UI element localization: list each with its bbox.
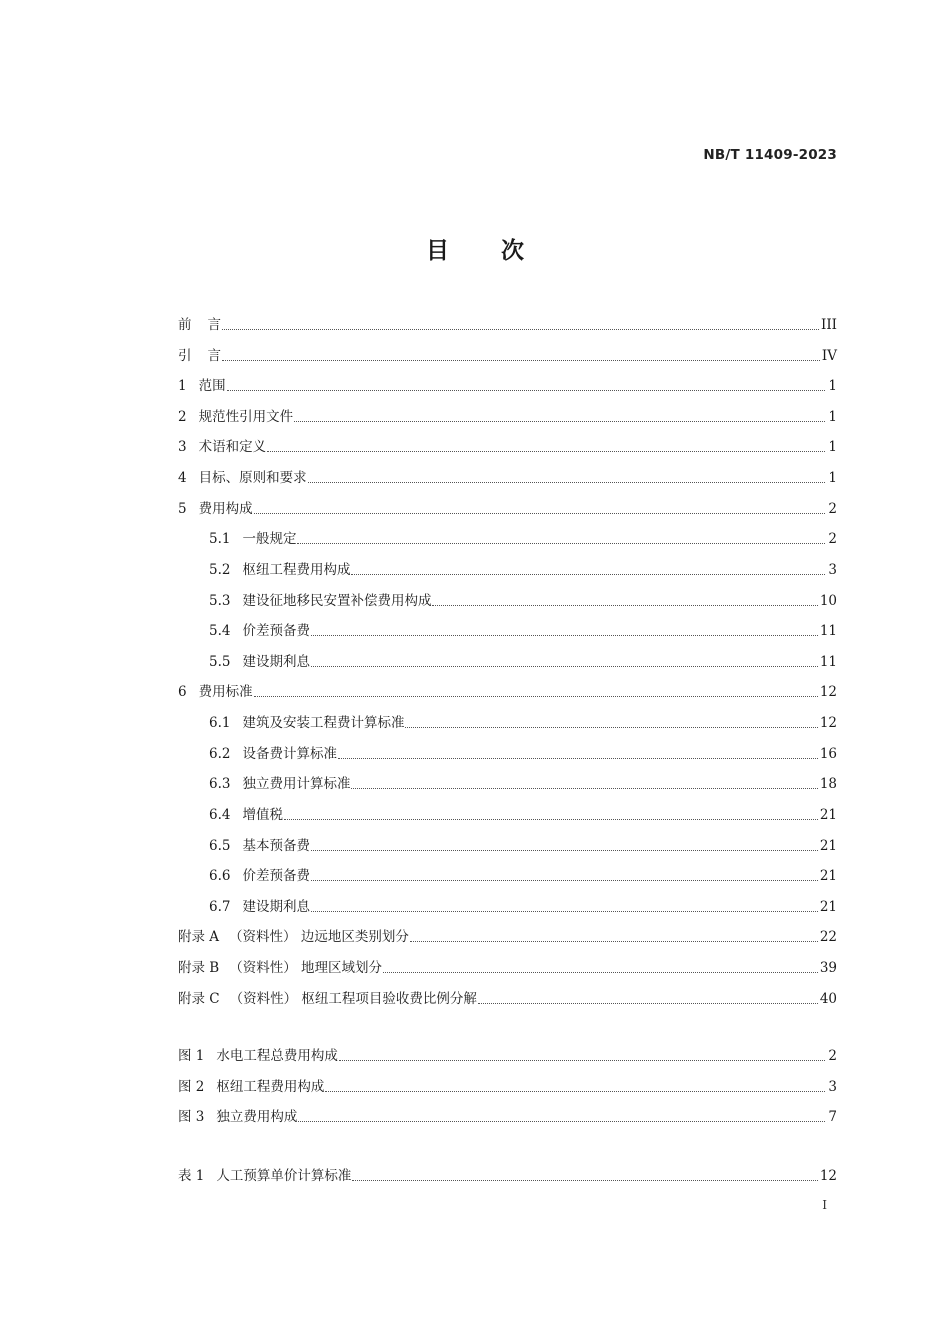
entry-title: 设备费计算标准 bbox=[242, 745, 337, 762]
toc-entry[interactable] bbox=[209, 712, 837, 732]
entry-page-number: 2 bbox=[828, 500, 837, 517]
toc-entry[interactable] bbox=[209, 590, 837, 610]
entry-page-number: 1 bbox=[828, 408, 837, 425]
entry-page-number: 3 bbox=[828, 1078, 837, 1095]
entry-number: 图 2 bbox=[178, 1078, 205, 1095]
entry-page-number: 1 bbox=[828, 470, 837, 487]
entry-number: 1 bbox=[178, 378, 187, 395]
entry-number: 6.6 bbox=[209, 868, 231, 885]
entry-page-number: 16 bbox=[819, 745, 837, 762]
toc-entry[interactable] bbox=[178, 926, 837, 946]
entry-page-number: 7 bbox=[828, 1109, 837, 1126]
entry-number: 6.1 bbox=[209, 715, 231, 732]
entry-title: 基本预备费 bbox=[242, 837, 310, 854]
toc-entry[interactable] bbox=[209, 528, 837, 548]
entry-page-number: 39 bbox=[819, 960, 837, 977]
dot-leader bbox=[351, 574, 825, 575]
entry-number: 3 bbox=[178, 439, 187, 456]
entry-page-number: 2 bbox=[828, 1048, 837, 1064]
entry-title: 独立费用构成 bbox=[216, 1109, 298, 1126]
dot-leader bbox=[410, 941, 818, 942]
entry-title: 建筑及安装工程费计算标准 bbox=[242, 715, 405, 732]
entry-page-number: III bbox=[821, 317, 837, 333]
entry-title: 建设期利息 bbox=[242, 898, 310, 915]
entry-number: 5.3 bbox=[209, 592, 231, 609]
entry-page-number: 11 bbox=[819, 653, 837, 670]
dot-leader bbox=[267, 451, 825, 452]
entry-title: （资料性） 地理区域划分 bbox=[229, 960, 383, 977]
entry-number: 4 bbox=[178, 470, 187, 487]
dot-leader bbox=[227, 390, 825, 391]
toc-entry[interactable] bbox=[178, 681, 837, 701]
figure-entry[interactable] bbox=[178, 1045, 837, 1065]
entry-number: 5 bbox=[178, 500, 187, 517]
figure-entry[interactable] bbox=[178, 1106, 837, 1126]
entry-number: 5.2 bbox=[209, 561, 231, 578]
entry-number: 附录 B bbox=[178, 960, 220, 977]
dot-leader bbox=[294, 421, 825, 422]
entry-page-number: 21 bbox=[819, 898, 837, 915]
dot-leader bbox=[311, 911, 818, 912]
entry-title: 规范性引用文件 bbox=[198, 408, 294, 425]
entry-number: 6.7 bbox=[209, 898, 231, 915]
entry-page-number: 1 bbox=[828, 378, 837, 395]
dot-leader bbox=[298, 1121, 825, 1122]
entry-title: 枢纽工程费用构成 bbox=[242, 561, 351, 578]
entry-page-number: 18 bbox=[819, 776, 837, 793]
toc-entry[interactable] bbox=[209, 743, 837, 763]
dot-leader bbox=[405, 727, 817, 728]
dot-leader bbox=[478, 1003, 818, 1004]
toc-entry[interactable] bbox=[178, 375, 837, 395]
entry-number: 2 bbox=[178, 408, 187, 425]
entry-title: 术语和定义 bbox=[198, 439, 267, 456]
entry-page-number: 21 bbox=[819, 837, 837, 854]
dot-leader bbox=[254, 696, 818, 697]
entry-title: 言 bbox=[207, 317, 221, 333]
entry-number: 5.4 bbox=[209, 623, 231, 640]
entry-page-number: IV bbox=[821, 347, 837, 364]
figure-entry[interactable] bbox=[178, 1076, 837, 1096]
entry-number: 6.2 bbox=[209, 745, 231, 762]
toc-entry[interactable] bbox=[209, 896, 837, 916]
dot-leader bbox=[284, 819, 818, 820]
entry-title: 水电工程总费用构成 bbox=[216, 1048, 338, 1064]
entry-title: 建设期利息 bbox=[242, 653, 310, 670]
entry-title: 人工预算单价计算标准 bbox=[216, 1168, 352, 1184]
entry-page-number: 21 bbox=[819, 806, 837, 823]
entry-number: 6.5 bbox=[209, 837, 231, 854]
dot-leader bbox=[325, 1091, 825, 1092]
toc-entry[interactable] bbox=[209, 651, 837, 671]
entry-title: 价差预备费 bbox=[242, 868, 310, 885]
entry-title: （资料性） 枢纽工程项目验收费比例分解 bbox=[229, 990, 477, 1007]
dot-leader bbox=[254, 513, 825, 514]
entry-number: 附录 A bbox=[178, 929, 220, 946]
dot-leader bbox=[222, 360, 820, 361]
entry-title: 独立费用计算标准 bbox=[242, 776, 351, 793]
dot-leader bbox=[308, 482, 825, 483]
entry-title: 言 bbox=[207, 347, 221, 364]
entry-title: 增值税 bbox=[242, 806, 283, 823]
dot-leader bbox=[352, 1180, 817, 1181]
dot-leader bbox=[339, 1060, 825, 1061]
entry-title: 价差预备费 bbox=[242, 623, 310, 640]
dot-leader bbox=[432, 605, 817, 606]
entry-page-number: 2 bbox=[828, 531, 837, 548]
toc-entry[interactable] bbox=[209, 865, 837, 885]
toc-entry[interactable] bbox=[178, 988, 837, 1008]
dot-leader bbox=[383, 972, 818, 973]
entry-title: 建设征地移民安置补偿费用构成 bbox=[242, 592, 432, 609]
entry-title: 一般规定 bbox=[242, 531, 297, 548]
entry-number: 引 bbox=[178, 347, 192, 364]
entry-number: 6.3 bbox=[209, 776, 231, 793]
entry-number: 图 3 bbox=[178, 1109, 205, 1126]
toc-entry[interactable] bbox=[209, 559, 837, 579]
dot-leader bbox=[311, 635, 818, 636]
entry-title: （资料性） 边远地区类别划分 bbox=[229, 929, 409, 946]
footer-page-number: I bbox=[822, 1198, 827, 1212]
toc-entry[interactable] bbox=[209, 835, 837, 855]
dot-leader bbox=[338, 758, 818, 759]
entry-number: 表 1 bbox=[178, 1168, 205, 1184]
entry-title: 费用构成 bbox=[198, 500, 253, 517]
toc-entry[interactable] bbox=[178, 406, 837, 426]
toc-entry[interactable] bbox=[178, 345, 837, 365]
toc-entry[interactable] bbox=[178, 314, 837, 334]
dot-leader bbox=[311, 666, 818, 667]
entry-page-number: 40 bbox=[819, 990, 837, 1007]
dot-leader bbox=[311, 850, 818, 851]
toc-entry[interactable] bbox=[209, 620, 837, 640]
toc-entry[interactable] bbox=[178, 498, 837, 518]
entry-number: 图 1 bbox=[178, 1048, 205, 1064]
entry-page-number: 3 bbox=[828, 561, 837, 578]
entry-page-number: 12 bbox=[819, 1168, 837, 1184]
dot-leader bbox=[222, 329, 819, 330]
entry-number: 6.4 bbox=[209, 806, 231, 823]
entry-number: 附录 C bbox=[178, 990, 220, 1007]
entry-page-number: 22 bbox=[819, 929, 837, 946]
entry-title: 枢纽工程费用构成 bbox=[216, 1078, 325, 1095]
entry-page-number: 1 bbox=[828, 439, 837, 456]
toc-entry[interactable] bbox=[178, 436, 837, 456]
toc-entry[interactable] bbox=[178, 957, 837, 977]
entry-page-number: 10 bbox=[819, 592, 837, 609]
page-title: 目 次 bbox=[425, 238, 546, 264]
toc-entry[interactable] bbox=[178, 467, 837, 487]
entry-title: 费用标准 bbox=[198, 684, 253, 701]
table-entry[interactable] bbox=[178, 1165, 837, 1185]
entry-number: 5.5 bbox=[209, 653, 231, 670]
entry-number: 前 bbox=[178, 317, 192, 333]
toc-entry[interactable] bbox=[209, 773, 837, 793]
entry-page-number: 12 bbox=[819, 684, 837, 701]
entry-page-number: 21 bbox=[819, 868, 837, 885]
standard-code: NB/T 11409-2023 bbox=[703, 147, 837, 163]
entry-number: 5.1 bbox=[209, 531, 231, 548]
entry-title: 范围 bbox=[198, 378, 226, 395]
entry-number: 6 bbox=[178, 684, 187, 701]
dot-leader bbox=[351, 788, 817, 789]
entry-title: 目标、原则和要求 bbox=[198, 470, 307, 487]
toc-entry[interactable] bbox=[209, 804, 837, 824]
dot-leader bbox=[297, 543, 825, 544]
entry-page-number: 11 bbox=[819, 623, 837, 640]
entry-page-number: 12 bbox=[819, 715, 837, 732]
dot-leader bbox=[311, 880, 818, 881]
